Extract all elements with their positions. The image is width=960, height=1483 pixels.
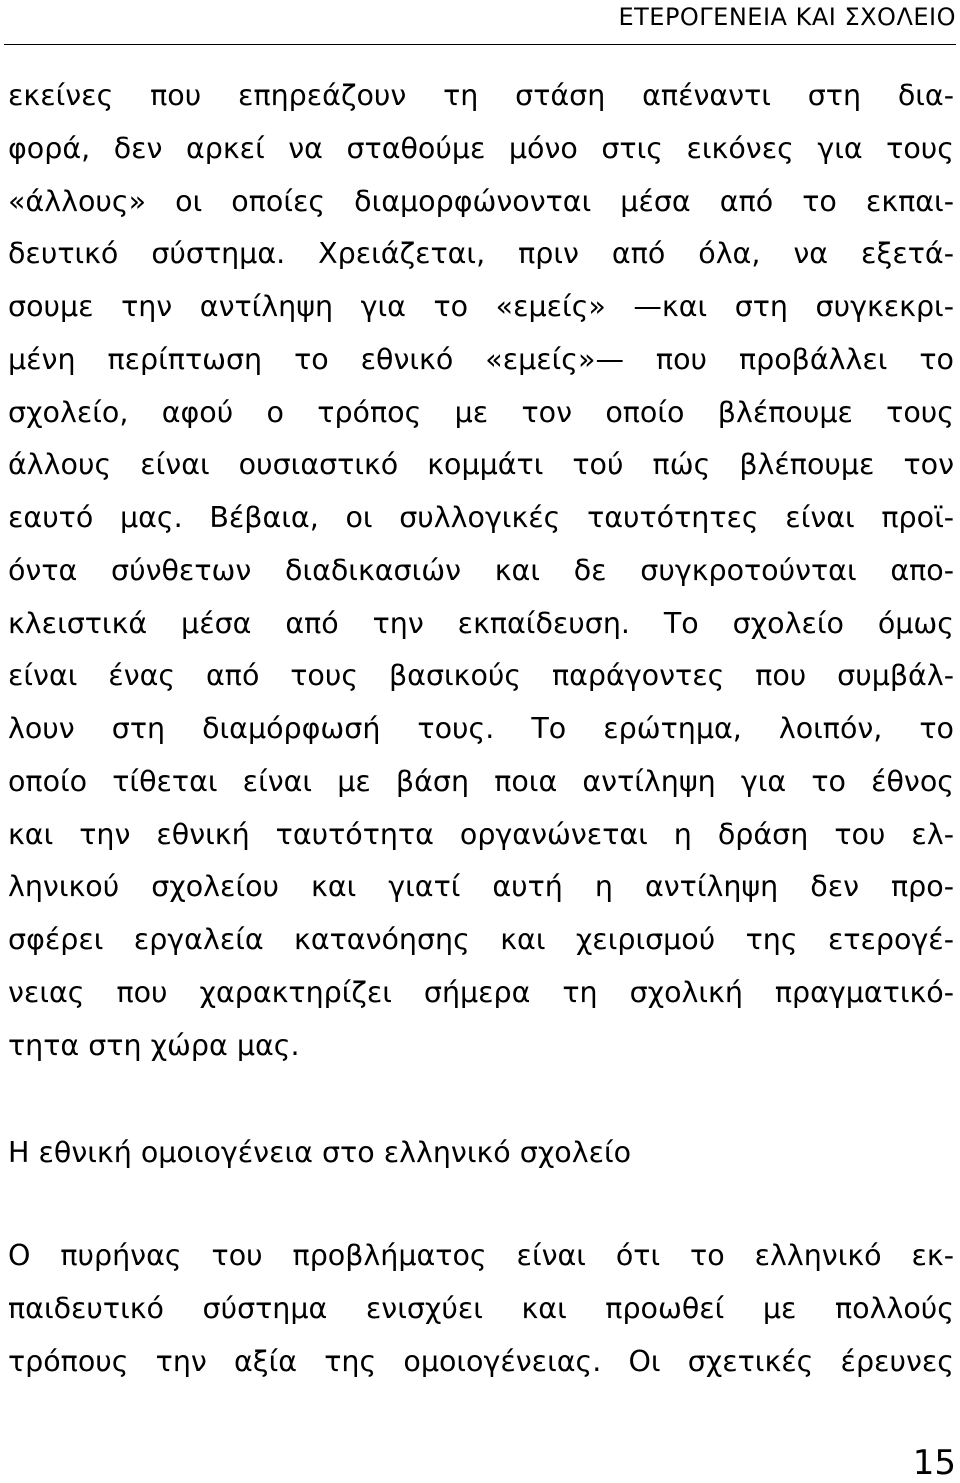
running-header: ΕΤΕΡΟΓΕΝΕΙΑ ΚΑΙ ΣΧΟΛΕΙΟ	[618, 3, 956, 31]
text-line: άλλους είναι ουσιαστικό κομμάτι τού πώς βλέπουμε τον	[8, 448, 954, 482]
text-line: ληνικού σχολείου και γιατί αυτή η αντίληψη δεν προ-	[8, 870, 954, 904]
text-line: οποίο τίθεται είναι με βάση ποια αντίληψη για το έθνος	[8, 764, 954, 798]
header-divider	[4, 44, 956, 45]
page-number: 15	[912, 1443, 956, 1483]
text-line: μένη περίπτωση το εθνικό «εμείς»— που προβάλλει το	[8, 342, 954, 376]
text-line: παιδευτικό σύστημα ενισχύει και προωθεί με πολλούς	[8, 1291, 954, 1325]
text-line: τρόπους την αξία της ομοιογένειας. Οι σχετικές έρευνες	[8, 1344, 954, 1378]
text-line: όντα σύνθετων διαδικασιών και δε συγκροτούνται απο-	[8, 553, 954, 587]
text-line: εκείνες που επηρεάζουν τη στάση απέναντι στη δια-	[8, 79, 954, 112]
body-paragraph-1	[8, 70, 954, 1072]
text-line: σφέρει εργαλεία κατανόησης και χειρισμού της ετερογέ-	[8, 923, 954, 956]
text-line: είναι ένας από τους βασικούς παράγοντες που συμβάλ-	[8, 659, 954, 693]
text-line: σχολείο, αφού ο τρόπος με τον οποίο βλέπουμε τους	[8, 395, 954, 429]
section-heading: Η εθνική ομοιογένεια στο ελληνικό σχολείο	[8, 1136, 632, 1169]
text-line: δευτικό σύστημα. Χρειάζεται, πριν από όλα, να εξετά-	[8, 237, 954, 271]
text-line: Ο πυρήνας του προβλήματος είναι ότι το ελληνικό εκ-	[8, 1239, 954, 1272]
text-line: σουμε την αντίληψη για το «εμείς» —και στη συγκεκρι-	[8, 290, 954, 323]
text-line: και την εθνική ταυτότητα οργανώνεται η δράση του ελ-	[8, 817, 954, 851]
body-paragraph-2	[8, 1230, 954, 1388]
text-line: λουν στη διαμόρφωσή τους. Το ερώτημα, λοιπόν, το	[8, 712, 954, 745]
text-line: εαυτό μας. Βέβαια, οι συλλογικές ταυτότητες είναι προϊ-	[8, 501, 954, 534]
text-line: «άλλους» οι οποίες διαμορφώνονται μέσα από το εκπαι-	[8, 184, 954, 218]
text-line: φορά, δεν αρκεί να σταθούμε μόνο στις εικόνες για τους	[8, 131, 954, 165]
text-line: νειας που χαρακτηρίζει σήμερα τη σχολική πραγματικό-	[8, 975, 954, 1009]
text-line: τητα στη χώρα μας.	[8, 1028, 300, 1062]
text-line: κλειστικά μέσα από την εκπαίδευση. Το σχολείο όμως	[8, 606, 954, 640]
